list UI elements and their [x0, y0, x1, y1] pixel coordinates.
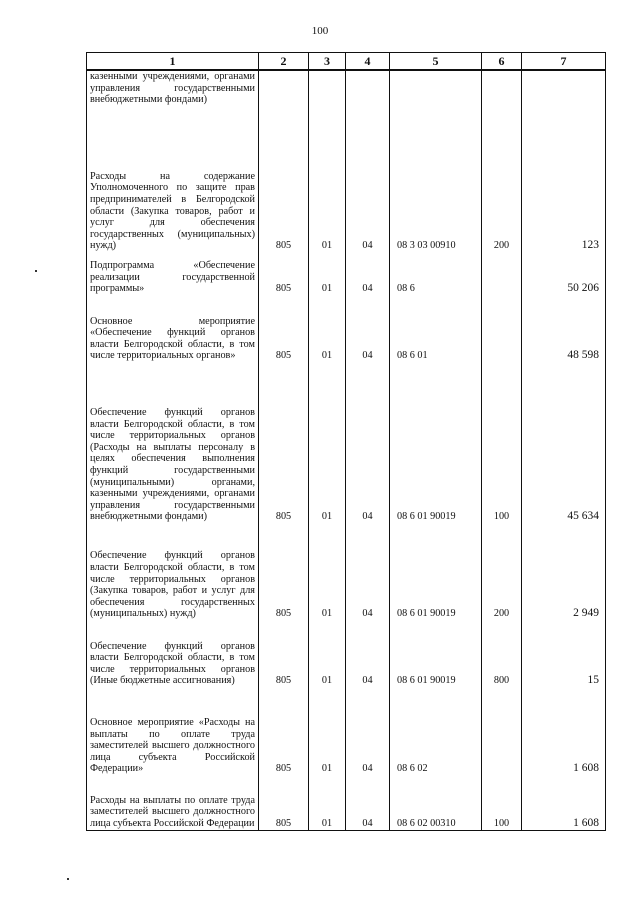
- row-subsection: 04: [346, 687, 390, 775]
- row-amount: 1 608: [522, 687, 606, 775]
- row-description: Расходы на выплаты по оплате труда заместителей высшего должностного лица субъекта Российской Федерации: [87, 775, 259, 830]
- row-section: 01: [309, 362, 346, 523]
- row-section: 01: [309, 252, 346, 295]
- column-header: 1: [87, 53, 259, 71]
- row-amount: 50 206: [522, 252, 606, 295]
- row-ministry: 805: [259, 140, 309, 252]
- row-subsection: 04: [346, 523, 390, 620]
- row-expense-type: 200: [482, 140, 522, 252]
- scan-speck: [35, 270, 37, 272]
- row-description: Обеспечение функций органов власти Белгородской области, в том числе территориальных органов (Иные бюджетные ассигнования): [87, 620, 259, 687]
- row-target: [390, 70, 482, 140]
- row-ministry: 805: [259, 295, 309, 362]
- table-row: [87, 523, 606, 620]
- scan-speck: [67, 878, 69, 880]
- table-row: [87, 70, 606, 140]
- row-description: Обеспечение функций органов власти Белгородской области, в том числе территориальных органов (Закупка товаров, работ и услуг для обеспечения государственных (муниципальных) нужд): [87, 523, 259, 620]
- row-ministry: 805: [259, 523, 309, 620]
- row-amount: 45 634: [522, 362, 606, 523]
- row-target: 08 6: [390, 252, 482, 295]
- row-description: казенными учреждениями, органами управления государственными внебюджетными фондами): [87, 70, 259, 140]
- row-section: 01: [309, 620, 346, 687]
- table-row: [87, 775, 606, 830]
- row-expense-type: [482, 295, 522, 362]
- column-header: 6: [482, 53, 522, 71]
- row-description: Обеспечение функций органов власти Белгородской области, в том числе территориальных органов (Расходы на выплаты персоналу в целях обеспечения выполнения функций государственными (муниципальными) органами, казенными учреждениями, органами управления государственными внебюджетными фондами): [87, 362, 259, 523]
- row-expense-type: [482, 70, 522, 140]
- row-target: 08 6 01 90019: [390, 362, 482, 523]
- row-target: 08 6 02: [390, 687, 482, 775]
- row-description: Основное мероприятие «Обеспечение функций органов власти Белгородской области, в том числе территориальных органов»: [87, 295, 259, 362]
- row-subsection: 04: [346, 295, 390, 362]
- row-section: [309, 70, 346, 140]
- row-section: 01: [309, 140, 346, 252]
- table-row: [87, 140, 606, 252]
- column-header: 2: [259, 53, 309, 71]
- row-amount: 15: [522, 620, 606, 687]
- row-expense-type: [482, 252, 522, 295]
- row-expense-type: [482, 687, 522, 775]
- row-amount: 48 598: [522, 295, 606, 362]
- row-description: Основное мероприятие «Расходы на выплаты по оплате труда заместителей высшего должностного лица субъекта Российской Федерации»: [87, 687, 259, 775]
- row-description: Подпрограмма «Обеспечение реализации государственной программы»: [87, 252, 259, 295]
- column-header: 4: [346, 53, 390, 71]
- page-number: 100: [311, 25, 329, 37]
- row-expense-type: 100: [482, 362, 522, 523]
- row-ministry: 805: [259, 620, 309, 687]
- column-header: 3: [309, 53, 346, 71]
- header-row: [87, 53, 606, 71]
- row-amount: 123: [522, 140, 606, 252]
- budget-table: [86, 52, 606, 831]
- table-row: [87, 620, 606, 687]
- row-target: 08 6 02 00310: [390, 775, 482, 830]
- table-row: [87, 687, 606, 775]
- row-ministry: [259, 70, 309, 140]
- row-target: 08 6 01: [390, 295, 482, 362]
- row-subsection: 04: [346, 362, 390, 523]
- row-section: 01: [309, 523, 346, 620]
- row-ministry: 805: [259, 687, 309, 775]
- row-amount: [522, 70, 606, 140]
- row-expense-type: 800: [482, 620, 522, 687]
- row-ministry: 805: [259, 252, 309, 295]
- table-row: [87, 252, 606, 295]
- row-subsection: 04: [346, 620, 390, 687]
- row-subsection: 04: [346, 140, 390, 252]
- row-expense-type: 200: [482, 523, 522, 620]
- row-subsection: 04: [346, 775, 390, 830]
- column-header: 7: [522, 53, 606, 71]
- row-target: 08 6 01 90019: [390, 620, 482, 687]
- column-header: 5: [390, 53, 482, 71]
- table-row: [87, 362, 606, 523]
- row-section: 01: [309, 295, 346, 362]
- row-amount: 2 949: [522, 523, 606, 620]
- table-row: [87, 295, 606, 362]
- row-amount: 1 608: [522, 775, 606, 830]
- row-target: 08 3 03 00910: [390, 140, 482, 252]
- row-target: 08 6 01 90019: [390, 523, 482, 620]
- row-ministry: 805: [259, 362, 309, 523]
- row-subsection: 04: [346, 252, 390, 295]
- row-section: 01: [309, 687, 346, 775]
- row-expense-type: 100: [482, 775, 522, 830]
- row-subsection: [346, 70, 390, 140]
- row-section: 01: [309, 775, 346, 830]
- row-ministry: 805: [259, 775, 309, 830]
- row-description: Расходы на содержание Уполномоченного по защите прав предпринимателей в Белгородской области (Закупка товаров, работ и услуг для обеспечения государственных (муниципальных) нужд): [87, 140, 259, 252]
